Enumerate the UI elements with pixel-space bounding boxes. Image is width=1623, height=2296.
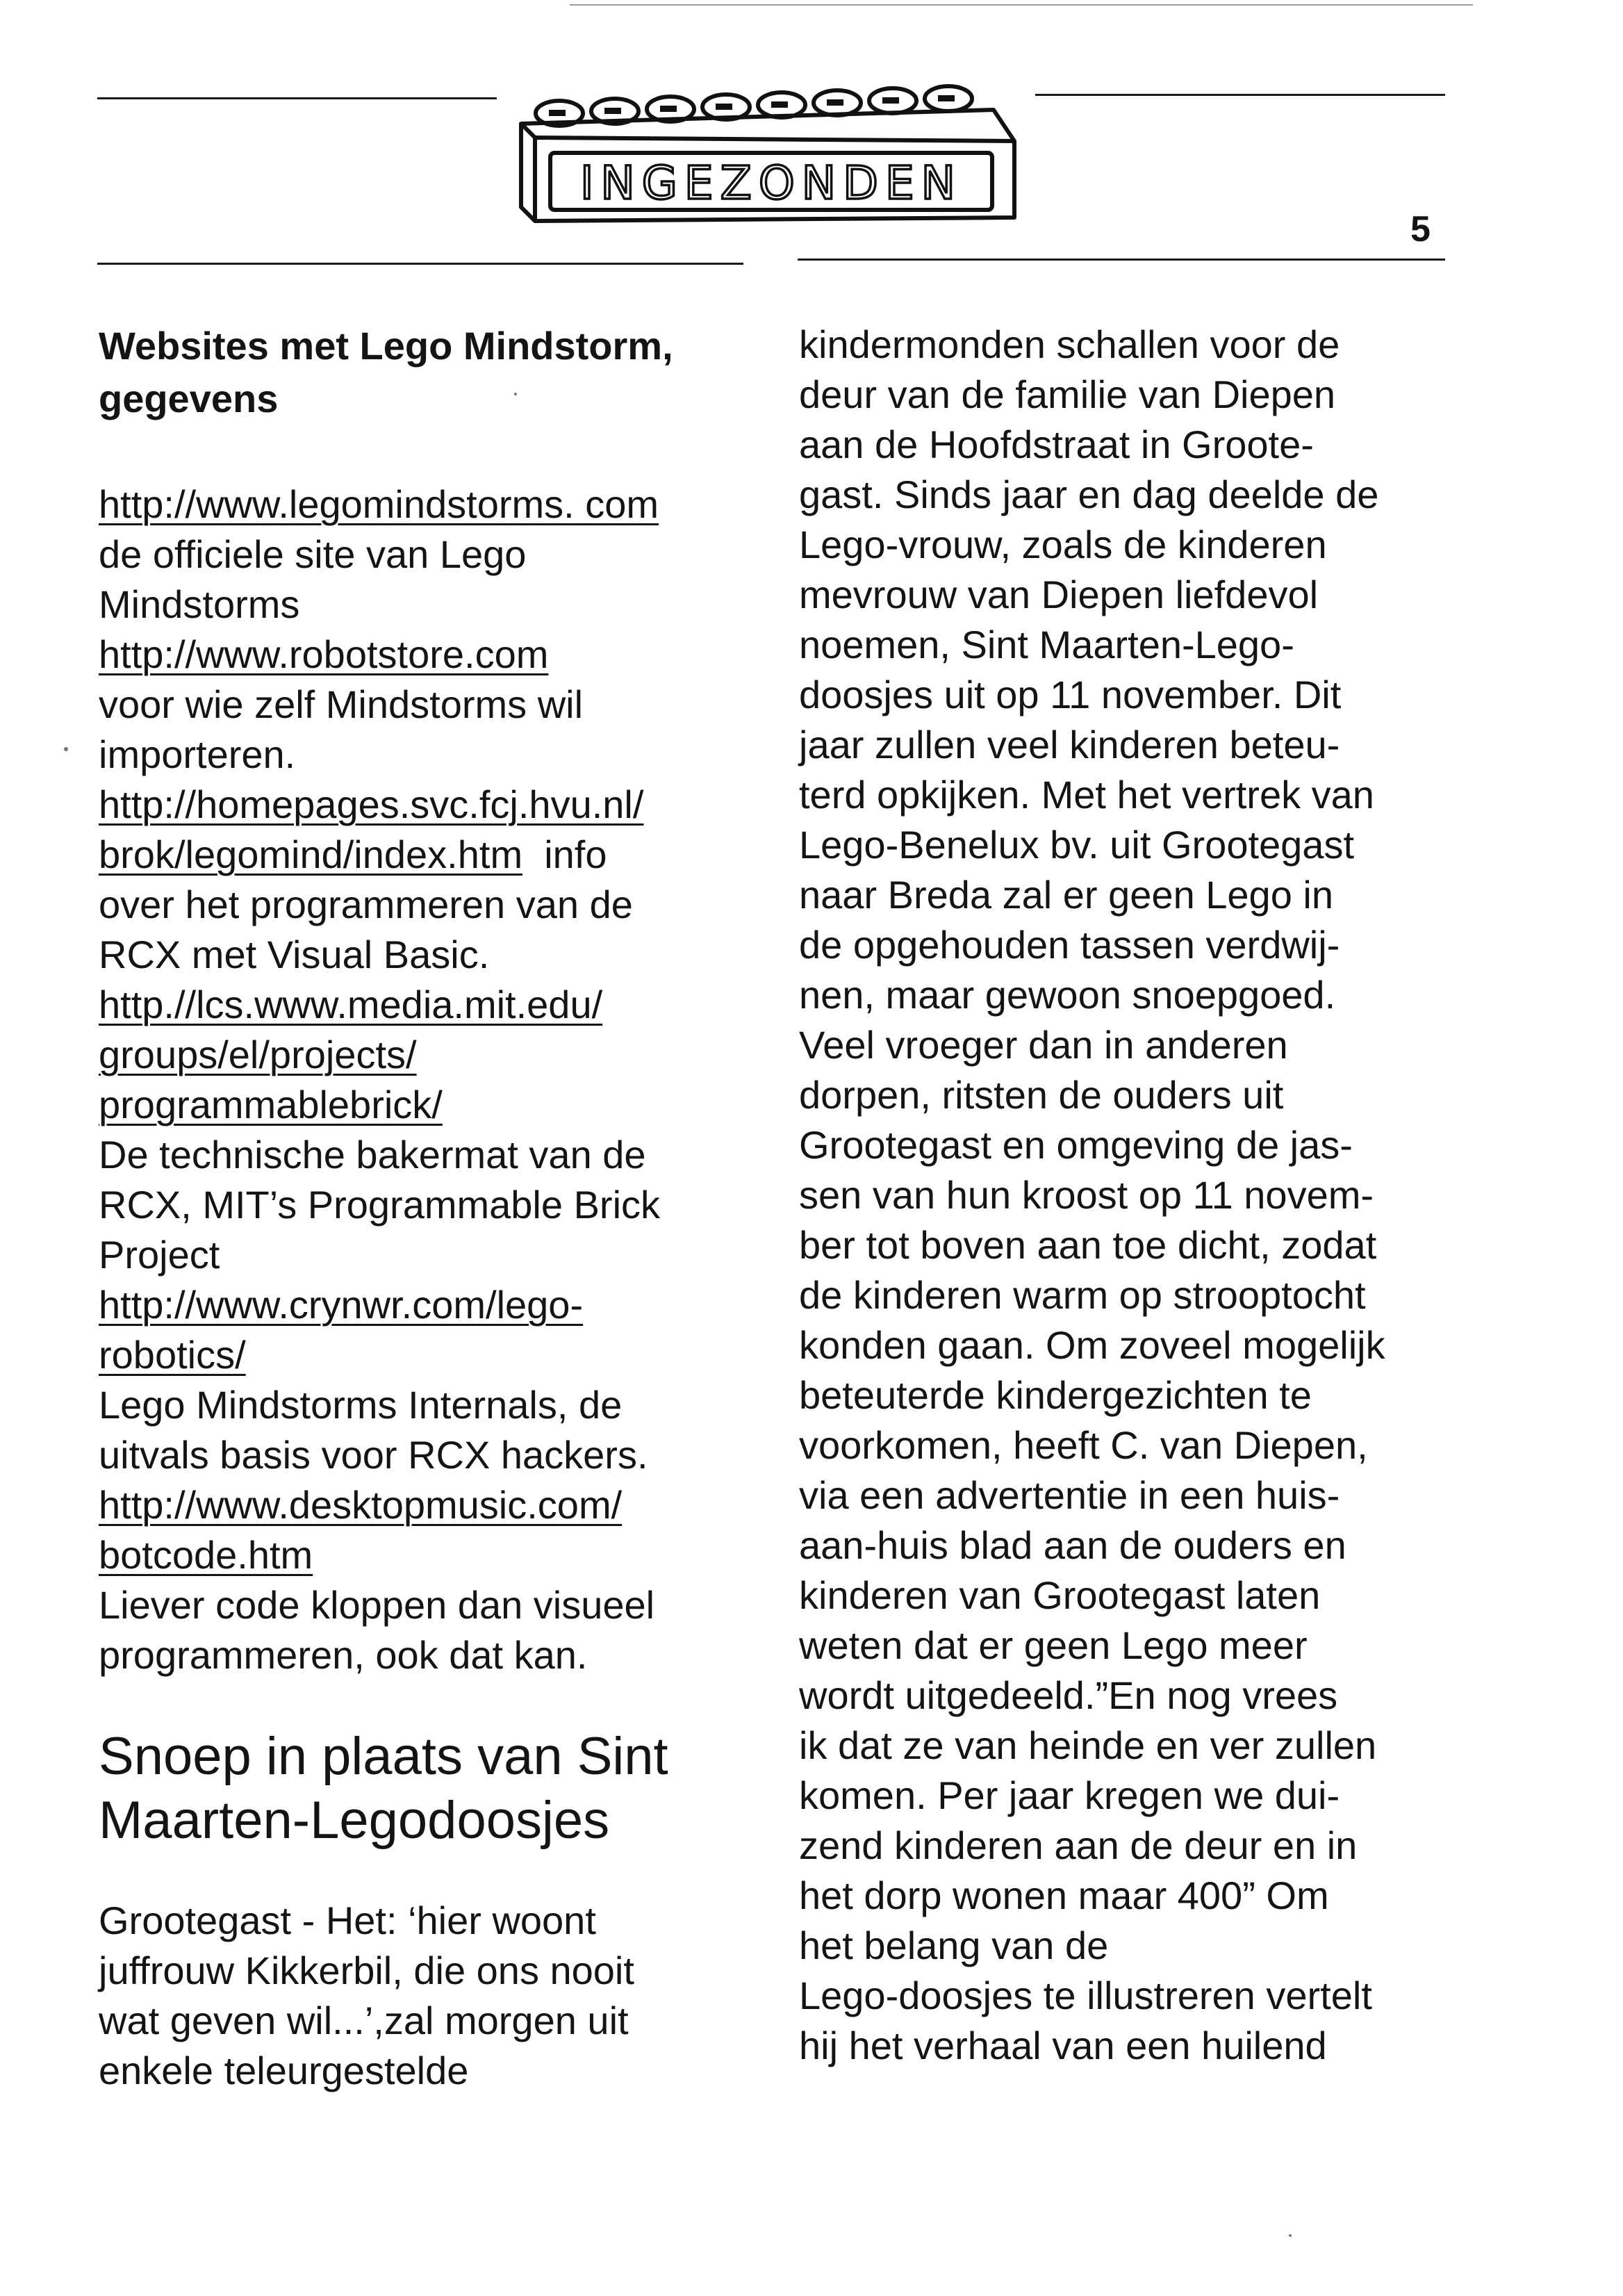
body-line: zend kinderen aan de deur en in	[799, 1823, 1358, 1867]
body-line: naar Breda zal er geen Lego in	[799, 873, 1333, 917]
article-title	[99, 1725, 766, 1853]
link-robotstore[interactable]: http://www.robotstore.com	[99, 632, 549, 676]
link-suffix: info	[544, 833, 607, 876]
link-hvu[interactable]: http://homepages.svc.fcj.hvu.nl/	[99, 782, 644, 826]
link-desktopmusic[interactable]: http://www.desktopmusic.com/	[99, 1483, 623, 1527]
body-line: konden gaan. Om zoveel mogelijk	[799, 1323, 1385, 1367]
body-line: hij het verhaal van een huilend	[799, 2024, 1327, 2067]
column-rule-left	[97, 263, 743, 265]
link-description: Mindstorms	[99, 582, 300, 626]
link-description: over het programmeren van de	[99, 883, 633, 926]
link-entry-hvu	[99, 780, 766, 980]
link-description: importeren.	[99, 732, 296, 776]
heading-line: Websites met Lego Mindstorm,	[99, 324, 673, 368]
body-line: via een advertentie in een huis-	[799, 1473, 1340, 1517]
link-description: programmeren, ook dat kan.	[99, 1633, 588, 1677]
link-entry-legomindstorms	[99, 479, 766, 630]
body-line: juffrouw Kikkerbil, die ons nooit	[99, 1949, 634, 1992]
body-line: dorpen, ritsten de ouders uit	[799, 1073, 1284, 1117]
body-line: terd opkijken. Met het vertrek van	[799, 773, 1374, 817]
link-hvu-line2[interactable]: brok/legomind/index.htm	[99, 833, 523, 876]
body-line: mevrouw van Diepen liefdevol	[799, 573, 1319, 616]
body-line: de kinderen warm op strooptocht	[799, 1273, 1366, 1317]
body-line: beteuterde kindergezichten te	[799, 1373, 1312, 1417]
body-line: wat geven wil...’,zal morgen uit	[99, 1999, 629, 2042]
body-line: sen van hun kroost op 11 novem-	[799, 1173, 1374, 1217]
body-line: deur van de familie van Diepen	[799, 372, 1336, 416]
link-entry-robotstore	[99, 630, 766, 780]
body-line: komen. Per jaar kregen we dui-	[799, 1773, 1340, 1817]
body-line: nen, maar gewoon snoepgoed.	[799, 973, 1336, 1017]
body-line: doosjes uit op 11 november. Dit	[799, 673, 1342, 716]
link-description: Lego Mindstorms Internals, de	[99, 1383, 623, 1427]
link-mit[interactable]: programmablebrick/	[99, 1083, 443, 1126]
link-hvu-line2-row	[99, 830, 766, 880]
link-entry-crynwr	[99, 1280, 766, 1480]
header-rule-right	[1035, 94, 1445, 96]
link-description: Project	[99, 1233, 220, 1277]
body-line: het dorp wonen maar 400” Om	[799, 1873, 1329, 1917]
link-desktopmusic[interactable]: botcode.htm	[99, 1533, 313, 1577]
body-line: de opgehouden tassen verdwij-	[799, 923, 1340, 967]
title-line: Maarten-Legodoosjes	[99, 1791, 610, 1850]
link-description: uitvals basis voor RCX hackers.	[99, 1433, 648, 1477]
link-description: voor wie zelf Mindstorms wil	[99, 682, 584, 726]
link-description: De technische bakermat van de	[99, 1133, 646, 1176]
link-entry-mit	[99, 980, 766, 1280]
link-description: RCX, MIT’s Programmable Brick	[99, 1183, 661, 1227]
section-label: INGEZONDEN	[579, 156, 963, 210]
body-line: Grootegast en omgeving de jas-	[799, 1123, 1353, 1167]
scan-speck	[64, 747, 68, 751]
body-line: ber tot boven aan toe dicht, zodat	[799, 1223, 1377, 1267]
body-line: Lego-Benelux bv. uit Grootegast	[799, 823, 1355, 867]
body-line: weten dat er geen Lego meer	[799, 1623, 1308, 1667]
body-line: enkele teleurgestelde	[99, 2049, 469, 2092]
left-column	[99, 320, 766, 2096]
body-line: kindermonden schallen voor de	[799, 322, 1340, 366]
websites-heading	[99, 320, 766, 425]
link-mit[interactable]: groups/el/projects/	[99, 1033, 417, 1076]
body-line: ik dat ze van heinde en ver zullen	[799, 1723, 1377, 1767]
header-rule-left	[97, 97, 497, 99]
body-line: aan de Hoofdstraat in Groote-	[799, 423, 1314, 466]
lego-brick-logo	[507, 75, 1021, 224]
link-crynwr[interactable]: http://www.crynwr.com/lego-	[99, 1283, 584, 1327]
body-line: gast. Sinds jaar en dag deelde de	[799, 473, 1379, 516]
body-line: Lego-vrouw, zoals de kinderen	[799, 523, 1327, 566]
title-line: Snoep in plaats van Sint	[99, 1727, 668, 1786]
body-line: Lego-doosjes te illustreren vertelt	[799, 1974, 1372, 2017]
top-edge-rule	[570, 4, 1473, 6]
right-column	[799, 320, 1466, 2071]
link-entry-desktopmusic	[99, 1480, 766, 1680]
scan-speck	[514, 393, 517, 395]
link-description: de officiele site van Lego	[99, 532, 527, 576]
body-line: noemen, Sint Maarten-Lego-	[799, 623, 1294, 666]
body-line: het belang van de	[799, 1924, 1109, 1967]
body-line: Grootegast - Het: ‘hier woont	[99, 1899, 596, 1942]
link-mit[interactable]: http.//lcs.www.media.mit.edu/	[99, 983, 603, 1026]
body-line: jaar zullen veel kinderen beteu-	[799, 723, 1340, 766]
scan-speck	[1289, 2234, 1292, 2237]
body-line: voorkomen, heeft C. van Diepen,	[799, 1423, 1368, 1467]
page-number: 5	[1410, 209, 1431, 249]
link-crynwr[interactable]: robotics/	[99, 1333, 246, 1377]
heading-line: gegevens	[99, 377, 279, 420]
body-line: wordt uitgedeeld.”En nog vrees	[799, 1673, 1338, 1717]
body-line: kinderen van Grootegast laten	[799, 1573, 1321, 1617]
article-intro	[99, 1896, 766, 2096]
body-line: aan-huis blad aan de ouders en	[799, 1523, 1346, 1567]
link-description: RCX met Visual Basic.	[99, 933, 490, 976]
link-description: Liever code kloppen dan visueel	[99, 1583, 655, 1627]
column-rule-right	[798, 259, 1445, 261]
link-legomindstorms[interactable]: http://www.legomindstorms. com	[99, 482, 659, 526]
body-line: Veel vroeger dan in anderen	[799, 1023, 1288, 1067]
